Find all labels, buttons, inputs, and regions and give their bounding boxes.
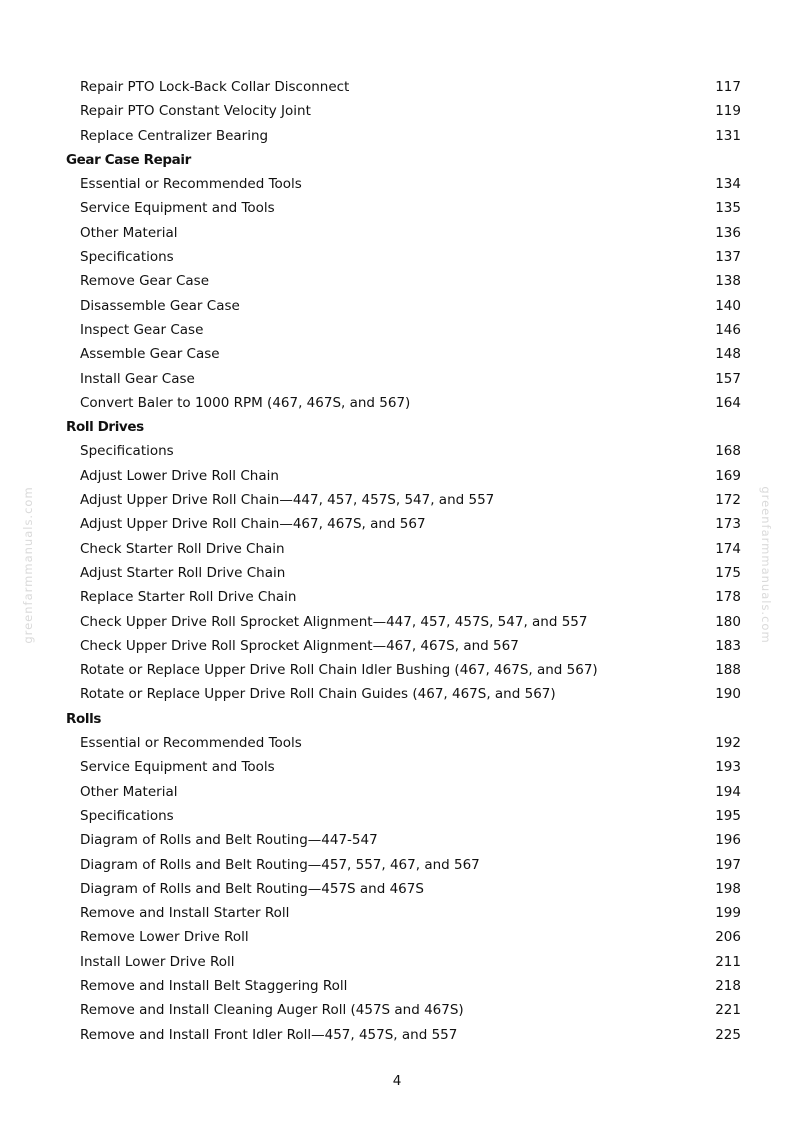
- toc-entry[interactable]: [0, 221, 794, 245]
- entry-page-number: 175: [715, 564, 741, 581]
- entry-page-number: 190: [715, 686, 741, 703]
- toc-entry[interactable]: [0, 731, 794, 755]
- toc-entry[interactable]: [0, 367, 794, 391]
- entry-title: Remove Gear Case: [80, 273, 209, 290]
- entry-page-number: 180: [715, 613, 741, 630]
- toc-entry[interactable]: [0, 1023, 794, 1047]
- entry-page-number: 135: [715, 200, 741, 217]
- entry-title: Service Equipment and Tools: [80, 759, 275, 776]
- entry-page-number: 197: [715, 856, 741, 873]
- entry-page-number: 198: [715, 880, 741, 897]
- watermark-left: greenfarmmanuals.com: [21, 486, 35, 644]
- entry-title: Diagram of Rolls and Belt Routing—457, 557, 467, and 567: [80, 856, 480, 873]
- entry-page-number: 117: [715, 79, 741, 95]
- entry-page-number: 192: [715, 735, 741, 752]
- toc-entry[interactable]: [0, 464, 794, 488]
- entry-title: Disassemble Gear Case: [80, 297, 240, 314]
- page-number: 4: [392, 1073, 402, 1089]
- entry-page-number: 194: [715, 783, 741, 800]
- toc-entry[interactable]: [0, 610, 794, 634]
- entry-title: Remove and Install Starter Roll: [80, 905, 290, 922]
- section-title: Rolls: [66, 710, 101, 727]
- entry-title: Convert Baler to 1000 RPM (467, 467S, and 567): [80, 394, 411, 411]
- entry-title: Service Equipment and Tools: [80, 200, 275, 217]
- entry-page-number: 172: [715, 492, 741, 509]
- toc-entry[interactable]: [0, 99, 794, 123]
- entry-title: Check Upper Drive Roll Sprocket Alignment—447, 457, 457S, 547, and 557: [80, 613, 588, 630]
- toc-entry[interactable]: [0, 439, 794, 463]
- entry-title: Remove and Install Cleaning Auger Roll (457S and 467S): [80, 1002, 464, 1019]
- toc-entry[interactable]: [0, 925, 794, 949]
- entry-title: Rotate or Replace Upper Drive Roll Chain Idler Bushing (467, 467S, and 567): [80, 662, 598, 679]
- toc-entry[interactable]: [0, 853, 794, 877]
- entry-page-number: 173: [715, 516, 741, 533]
- toc-entry[interactable]: [0, 877, 794, 901]
- entry-title: Adjust Starter Roll Drive Chain: [80, 564, 286, 581]
- entry-title: Install Lower Drive Roll: [80, 953, 235, 970]
- entry-title: Other Material: [80, 783, 178, 800]
- entry-page-number: 157: [715, 370, 741, 387]
- entry-title: Rotate or Replace Upper Drive Roll Chain Guides (467, 467S, and 567): [80, 686, 556, 703]
- entry-page-number: 221: [715, 1002, 741, 1019]
- table-of-contents: [0, 75, 794, 1047]
- entry-title: Specifications: [80, 249, 174, 266]
- toc-entry[interactable]: [0, 75, 794, 99]
- toc-entry[interactable]: [0, 561, 794, 585]
- toc-section-heading: [0, 415, 794, 439]
- entry-title: Assemble Gear Case: [80, 346, 220, 363]
- toc-entry[interactable]: [0, 488, 794, 512]
- toc-entry[interactable]: [0, 196, 794, 220]
- entry-title: Remove and Install Belt Staggering Roll: [80, 977, 348, 994]
- watermark-right: greenfarmmanuals.com: [759, 486, 773, 644]
- entry-title: Inspect Gear Case: [80, 321, 204, 338]
- entry-page-number: 196: [715, 832, 741, 849]
- entry-title: Adjust Upper Drive Roll Chain—447, 457, 457S, 547, and 557: [80, 492, 495, 509]
- entry-title: Repair PTO Lock-Back Collar Disconnect: [80, 79, 350, 95]
- toc-entry[interactable]: [0, 950, 794, 974]
- entry-title: Essential or Recommended Tools: [80, 735, 302, 752]
- section-title: Roll Drives: [66, 419, 144, 436]
- toc-entry[interactable]: [0, 172, 794, 196]
- toc-section-heading: [0, 148, 794, 172]
- entry-title: Check Upper Drive Roll Sprocket Alignment—467, 467S, and 567: [80, 637, 519, 654]
- toc-entry[interactable]: [0, 512, 794, 536]
- entry-page-number: 148: [715, 346, 741, 363]
- entry-page-number: 218: [715, 977, 741, 994]
- toc-entry[interactable]: [0, 658, 794, 682]
- entry-page-number: 211: [715, 953, 741, 970]
- toc-entry[interactable]: [0, 269, 794, 293]
- entry-page-number: 164: [715, 394, 741, 411]
- entry-title: Diagram of Rolls and Belt Routing—457S and 467S: [80, 880, 424, 897]
- entry-page-number: 140: [715, 297, 741, 314]
- entry-page-number: 131: [715, 127, 741, 144]
- entry-title: Specifications: [80, 807, 174, 824]
- entry-page-number: 138: [715, 273, 741, 290]
- toc-entry[interactable]: [0, 342, 794, 366]
- toc-entry[interactable]: [0, 780, 794, 804]
- entry-page-number: 183: [715, 637, 741, 654]
- toc-entry[interactable]: [0, 391, 794, 415]
- entry-page-number: 195: [715, 807, 741, 824]
- toc-entry[interactable]: [0, 585, 794, 609]
- entry-title: Diagram of Rolls and Belt Routing—447-547: [80, 832, 378, 849]
- toc-entry[interactable]: [0, 634, 794, 658]
- toc-entry[interactable]: [0, 318, 794, 342]
- toc-entry[interactable]: [0, 245, 794, 269]
- entry-page-number: 137: [715, 249, 741, 266]
- entry-title: Check Starter Roll Drive Chain: [80, 540, 285, 557]
- toc-entry[interactable]: [0, 682, 794, 706]
- toc-entry[interactable]: [0, 901, 794, 925]
- entry-page-number: 188: [715, 662, 741, 679]
- entry-page-number: 178: [715, 589, 741, 606]
- entry-title: Remove Lower Drive Roll: [80, 929, 249, 946]
- entry-title: Specifications: [80, 443, 174, 460]
- toc-entry[interactable]: [0, 974, 794, 998]
- entry-title: Install Gear Case: [80, 370, 195, 387]
- entry-page-number: 134: [715, 176, 741, 193]
- entry-title: Replace Starter Roll Drive Chain: [80, 589, 297, 606]
- toc-entry[interactable]: [0, 804, 794, 828]
- toc-entry[interactable]: [0, 755, 794, 779]
- toc-entry[interactable]: [0, 124, 794, 148]
- entry-title: Essential or Recommended Tools: [80, 176, 302, 193]
- entry-page-number: 193: [715, 759, 741, 776]
- entry-title: Replace Centralizer Bearing: [80, 127, 269, 144]
- entry-page-number: 225: [715, 1026, 741, 1043]
- section-title: Gear Case Repair: [66, 151, 191, 168]
- entry-page-number: 168: [715, 443, 741, 460]
- entry-page-number: 174: [715, 540, 741, 557]
- entry-page-number: 169: [715, 467, 741, 484]
- entry-title: Adjust Lower Drive Roll Chain: [80, 467, 279, 484]
- entry-title: Adjust Upper Drive Roll Chain—467, 467S, and 567: [80, 516, 426, 533]
- toc-entry[interactable]: [0, 828, 794, 852]
- entry-title: Other Material: [80, 224, 178, 241]
- entry-page-number: 146: [715, 321, 741, 338]
- entry-page-number: 199: [715, 905, 741, 922]
- entry-title: Repair PTO Constant Velocity Joint: [80, 103, 311, 120]
- entry-page-number: 206: [715, 929, 741, 946]
- toc-entry[interactable]: [0, 537, 794, 561]
- toc-section-heading: [0, 707, 794, 731]
- toc-entry[interactable]: [0, 294, 794, 318]
- toc-entry[interactable]: [0, 998, 794, 1022]
- entry-title: Remove and Install Front Idler Roll—457, 457S, and 557: [80, 1026, 458, 1043]
- entry-page-number: 136: [715, 224, 741, 241]
- entry-page-number: 119: [715, 103, 741, 120]
